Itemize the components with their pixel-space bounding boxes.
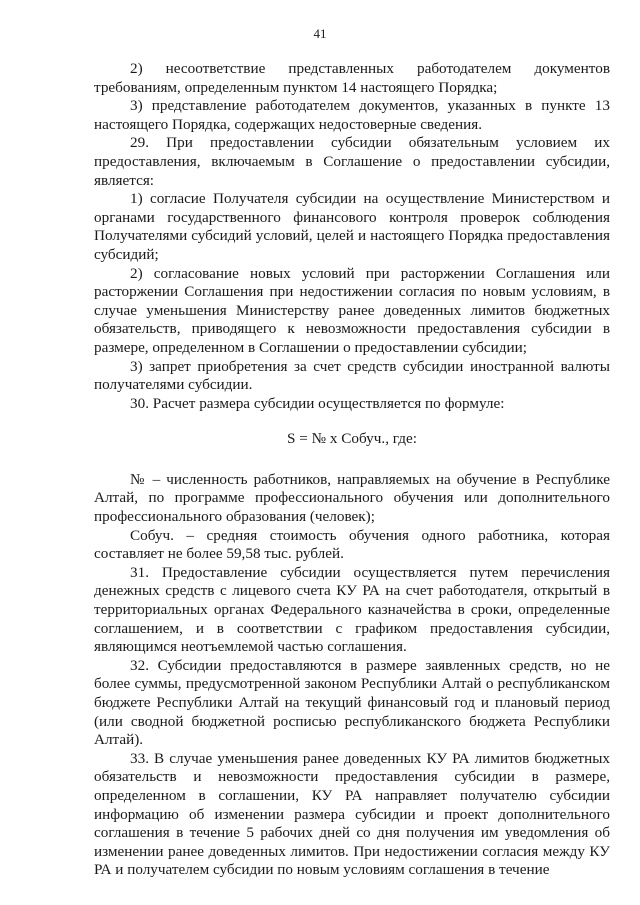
paragraph-29-item-2: 2) согласование новых условий при расторжении Соглашения или расторжении Соглашения при недостижении согласия по новым условиям, в случае уменьшения Министерству ранее доведенных лимитов бюджетных обязательств, приводящего к невозможности предоставления субсидии в размере, определенном в Соглашении о предоставлении субсидии; [94,264,610,356]
subsidy-formula: S = № x Собуч., где: [287,430,417,448]
paragraph-29-item-3: 3) запрет приобретения за счет средств субсидии иностранной валюты получателями субсидии. [94,357,610,394]
paragraph-32: 32. Субсидии предоставляются в размере заявленных средств, но не более суммы, предусмотренной законом Республики Алтай о республиканском бюджете Республики Алтай на текущий финансовый год и плановый период (или сводной бюджетной росписью республиканского бюджета Республики Алтай). [94,656,610,749]
paragraph-31: 31. Предоставление субсидии осуществляется путем перечисления денежных средств с лицевого счета КУ РА на счет работодателя, открытый в территориальных органах Федерального казначейства в сроки, определенные соглашением, и в соответствии с графиком предоставления субсидии, являющимся неотъемлемой частью соглашения. [94,563,610,656]
document-body [94,60,610,880]
paragraph-item-2-mismatch: 2) несоответствие представленных работодателем документов требованиям, определенным пунктом 14 настоящего Порядка; [94,60,610,96]
formula-definition-count: № – численность работников, направляемых на обучение в Республике Алтай, по программе профессионального обучения или дополнительного профессионального образования (человек); [94,470,610,526]
formula-definition-cost: Собуч. – средняя стоимость обучения одного работника, которая составляет не более 59,58 тыс. рублей. [94,526,610,563]
paragraph-29-item-1: 1) согласие Получателя субсидии на осуществление Министерством и органами государственного финансового контроля проверок соблюдения Получателями субсидий условий, целей и настоящего Порядка предоставления субсидий; [94,190,610,263]
paragraph-30: 30. Расчет размера субсидии осуществляется по формуле: [130,394,505,412]
paragraph-33: 33. В случае уменьшения ранее доведенных КУ РА лимитов бюджетных обязательств и невозможности предоставления субсидии в размере, определенном в соглашении, КУ РА направляет получателю субсидии информацию об изменении размера субсидии и проект дополнительного соглашения в течение 5 рабочих дней со дня получения им уведомления об изменении ранее доведенных лимитов. При недостижении согласия между КУ РА и получателем субсидии по новым условиям соглашения в течение [94,749,610,879]
paragraph-item-3-false-info: 3) представление работодателем документов, указанных в пункте 13 настоящего Порядка, содержащих недостоверные сведения. [94,97,610,133]
paragraph-29: 29. При предоставлении субсидии обязательным условием их предоставления, включаемым в Соглашение о предоставлении субсидии, является: [94,134,610,189]
page-number: 41 [313,26,327,41]
